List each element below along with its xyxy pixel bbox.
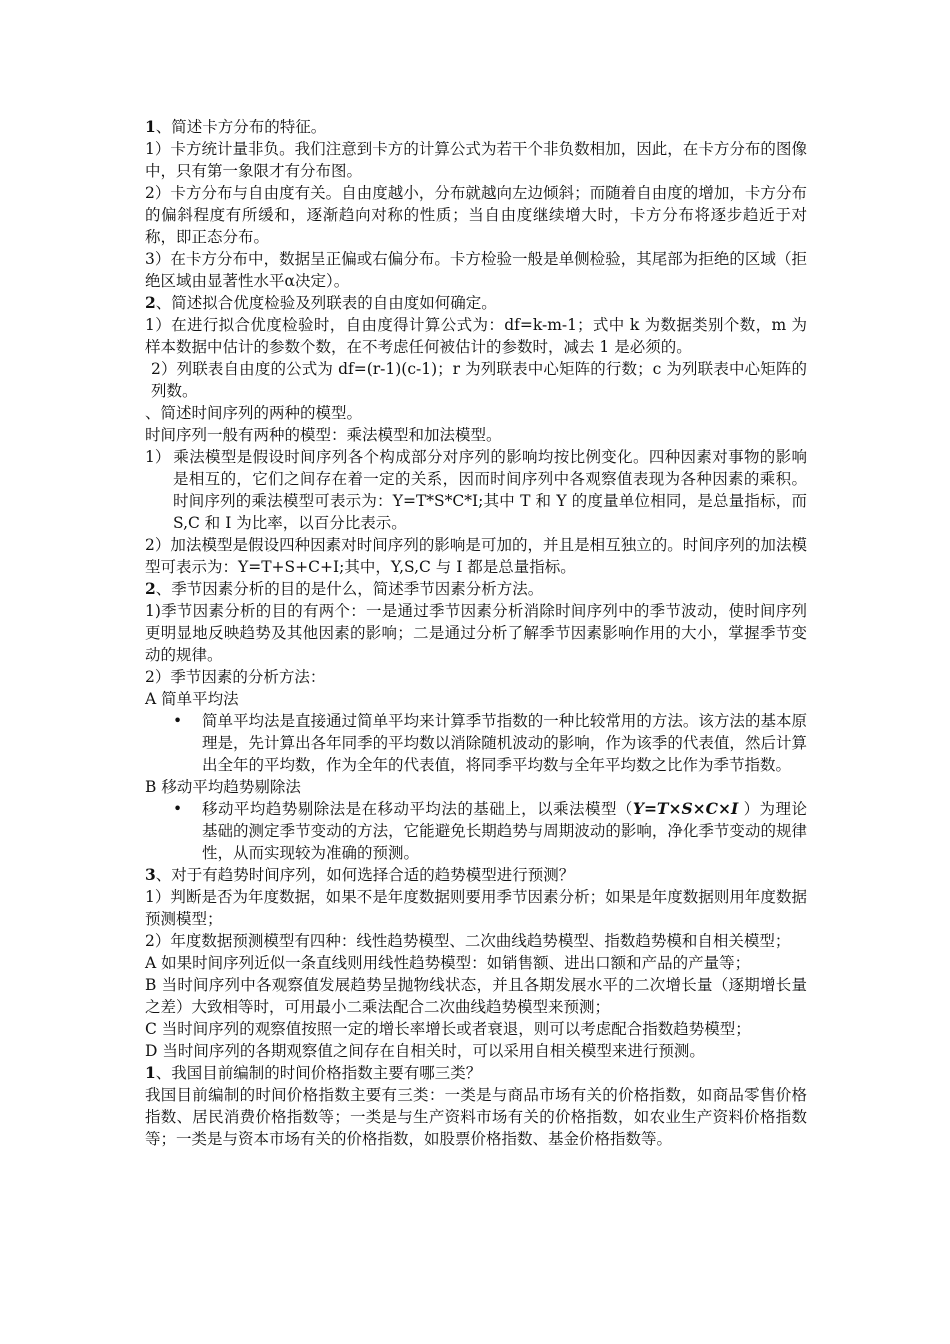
bullet-item — [145, 798, 807, 864]
list-number: 1） — [145, 448, 171, 466]
heading-number: 2 — [145, 579, 156, 598]
heading-text: 、我国目前编制的时间价格指数主要有哪三类？ — [155, 1064, 482, 1082]
paragraph: 2）季节因素的分析方法： — [145, 668, 326, 686]
section-heading-seasonal — [145, 578, 807, 600]
formula: Y=T×S×C×I — [632, 799, 739, 818]
section-heading-chi-square — [145, 116, 807, 138]
paragraph: 1）卡方统计量非负。我们注意到卡方的计算公式为若干个非负数相加，因此，在卡方分布的图像中，只有第一象限才有分布图。 — [145, 140, 807, 180]
heading-number: 1 — [145, 1063, 156, 1082]
list-item-multiplicative — [145, 446, 807, 534]
paragraph: 3）在卡方分布中，数据呈正偏或右偏分布。卡方检验一般是单侧检验，其尾部为拒绝的区域（拒绝区域由显著性水平α决定）。 — [145, 250, 807, 290]
paragraph: 1)季节因素分析的目的有两个：一是通过季节因素分析消除时间序列中的季节波动，使时间序列更明显地反映趋势及其他因素的影响；二是通过分析了解季节因素影响作用的大小，掌握季节变动的规律。 — [145, 602, 807, 664]
heading-number: 1 — [145, 117, 156, 136]
bullet-icon: • — [173, 712, 183, 730]
paragraph: D 当时间序列的各期观察值之间存在自相关时，可以采用自相关模型来进行预测。 — [145, 1042, 705, 1060]
bullet-text: 简单平均法是直接通过简单平均来计算季节指数的一种比较常用的方法。该方法的基本原理是，先计算出各年同季的平均数以消除随机波动的影响，作为该季的代表值，然后计算出全年的平均数，作为全年的代表值，将同季平均数与全年平均数之比作为季节指数。 — [202, 712, 807, 774]
bullet-icon: • — [173, 800, 183, 818]
section-heading-trend-models — [145, 864, 807, 886]
heading-number: 3 — [145, 865, 156, 884]
paragraph: 2）卡方分布与自由度有关。自由度越小，分布就越向左边倾斜；而随着自由度的增加，卡方分布的偏斜程度有所缓和，逐渐趋向对称的性质；当自由度继续增大时，卡方分布将逐步趋近于对称，即正态分布。 — [145, 184, 807, 246]
subheading-moving-average: B 移动平均趋势剔除法 — [145, 778, 301, 796]
paragraph: C 当时间序列的观察值按照一定的增长率增长或者衰退，则可以考虑配合指数趋势模型； — [145, 1020, 751, 1038]
bullet-item — [145, 710, 807, 776]
heading-text: 、简述卡方分布的特征。 — [155, 118, 327, 136]
heading-number: 2 — [145, 293, 156, 312]
heading-text: 、简述拟合优度检验及列联表的自由度如何确定。 — [155, 294, 497, 312]
subheading-simple-average: A 简单平均法 — [145, 690, 239, 708]
section-heading-time-series-models: 、简述时间序列的两种的模型。 — [145, 404, 363, 422]
paragraph: 1）在进行拟合优度检验时，自由度得计算公式为：df=k-m-1；式中 k 为数据类别个数，m 为样本数据中估计的参数个数，在不考虑任何被估计的参数时，减去 1 是必须的。 — [145, 316, 807, 356]
paragraph: A 如果时间序列近似一条直线则用线性趋势模型：如销售额、进出口额和产品的产量等； — [145, 954, 751, 972]
section-heading-price-index — [145, 1062, 807, 1084]
paragraph: 2）列联表自由度的公式为 df=(r-1)(c-1)；r 为列联表中心矩阵的行数；c 为列联表中心矩阵的列数。 — [151, 360, 807, 400]
bullet-text: 移动平均趋势剔除法是在移动平均法的基础上，以乘法模型（ — [202, 800, 633, 818]
paragraph: 1）判断是否为年度数据，如果不是年度数据则要用季节因素分析；如果是年度数据则用年度数据预测模型； — [145, 888, 807, 928]
paragraph: 2）年度数据预测模型有四种：线性趋势模型、二次曲线趋势模型、指数趋势模和自相关模型； — [145, 932, 791, 950]
heading-text: 、对于有趋势时间序列，如何选择合适的趋势模型进行预测？ — [155, 866, 575, 884]
paragraph: 时间序列一般有两种的模型：乘法模型和加法模型。 — [145, 426, 502, 444]
paragraph: 我国目前编制的时间价格指数主要有三类：一类是与商品市场有关的价格指数，如商品零售价格指数、居民消费价格指数等；一类是与生产资料市场有关的价格指数，如农业生产资料价格指数等；一类是与资本市场有关的价格指数，如股票价格指数、基金价格指数等。 — [145, 1086, 807, 1148]
section-heading-degrees-of-freedom — [145, 292, 807, 314]
list-item-additive: 2）加法模型是假设四种因素对时间序列的影响是可加的，并且是相互独立的。时间序列的加法模型可表示为：Y=T+S+C+I;其中，Y,S,C 与 I 都是总量指标。 — [145, 536, 807, 576]
paragraph: B 当时间序列中各观察值发展趋势呈抛物线状态，并且各期发展水平的二次增长量（逐期增长量之差）大致相等时，可用最小二乘法配合二次曲线趋势模型来预测； — [145, 976, 807, 1016]
list-text: 乘法模型是假设时间序列各个构成部分对序列的影响均按比例变化。四种因素对事物的影响是相互的，它们之间存在着一定的关系，因而时间序列中各观察值表现为各种因素的乘积。时间序列的乘法模型可表示为：Y=T*S*C*I;其中 T 和 Y 的度量单位相同，是总量指标，而 S,C 和 I 为比率，以百分比表示。 — [173, 448, 807, 532]
bullet-text: ）为理论基础的测定季节变动的方法，它能避免长期趋势与周期波动的影响，净化季节变动的规律性，从而实现较为准确的预测。 — [202, 800, 807, 862]
heading-text: 、季节因素分析的目的是什么，简述季节因素分析方法。 — [155, 580, 544, 598]
